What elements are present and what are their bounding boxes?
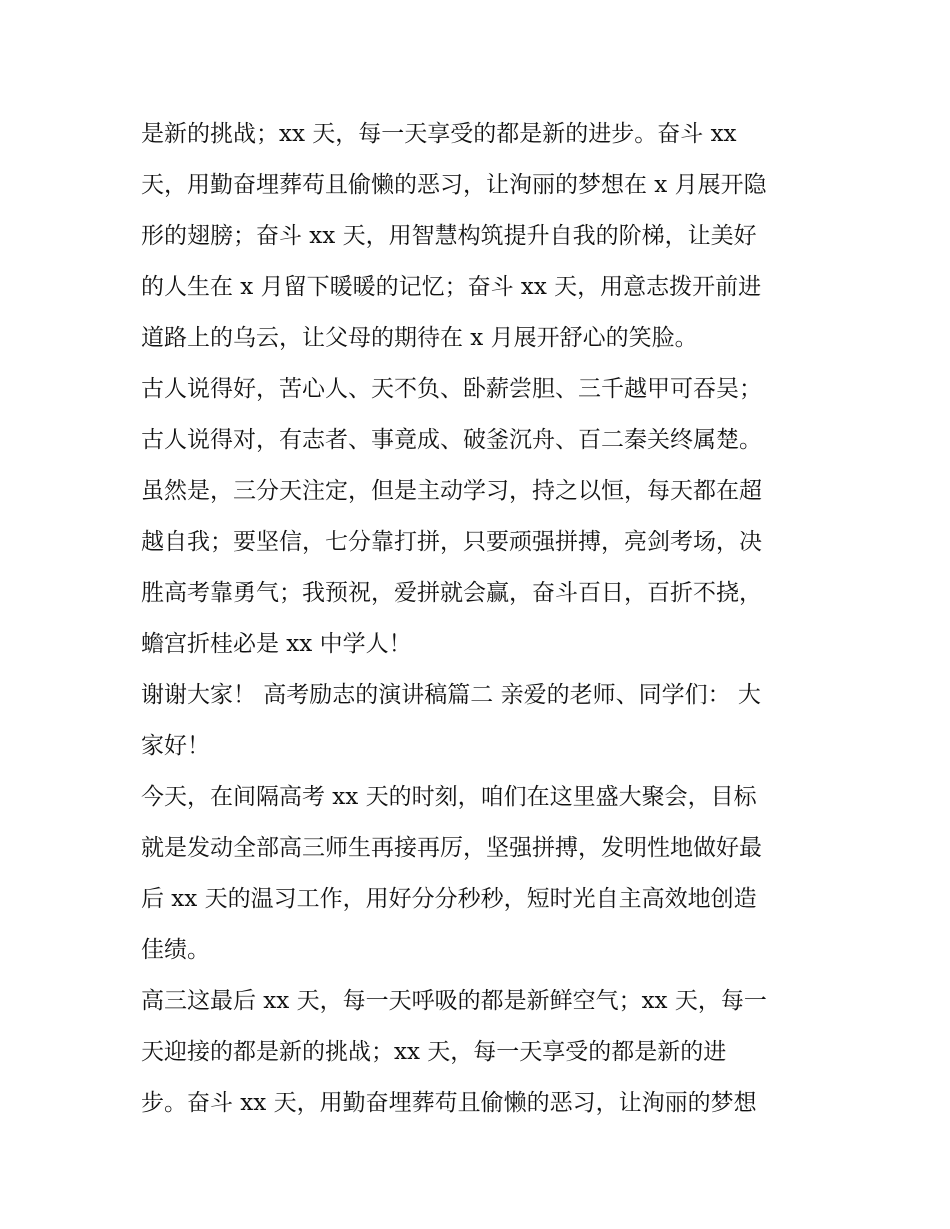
text-line: 步。奋斗 xx 天，用勤奋埋葬苟且偷懒的恶习，让洵丽的梦想	[141, 1090, 757, 1116]
text-line: 佳绩。	[141, 937, 210, 963]
text-line: 道路上的乌云，让父母的期待在 x 月展开舒心的笑脸。	[141, 325, 698, 351]
text-line: 的人生在 x 月留下暖暖的记忆；奋斗 xx 天，用意志拨开前进	[141, 274, 762, 300]
paragraph-ancients-say	[141, 364, 821, 670]
text-line: 是新的挑战；xx 天，每一天享受的都是新的进步。奋斗 xx	[141, 121, 737, 147]
text-line: 高三这最后 xx 天，每一天呼吸的都是新鲜空气；xx 天，每一	[141, 988, 767, 1014]
text-line: 天，用勤奋埋葬苟且偷懒的恶习，让洵丽的梦想在 x 月展开隐	[141, 172, 767, 198]
text-line: 就是发动全部高三师生再接再厉，坚强拼搏，发明性地做好最	[141, 835, 762, 861]
text-line: 今天，在间隔高考 xx 天的时刻，咱们在这里盛大聚会，目标	[141, 784, 757, 810]
paragraph-thanks-and-second-speech	[141, 670, 821, 772]
text-line: 胜高考靠勇气；我预祝，爱拼就会赢，奋斗百日，百折不挠，	[141, 580, 762, 606]
text-line: 古人说得对，有志者、事竟成、破釜沉舟、百二秦关终属楚。	[141, 427, 762, 453]
text-line: 越自我；要坚信，七分靠打拼，只要顽强拼搏，亮剑考场，决	[141, 529, 762, 555]
document-body	[141, 109, 821, 1129]
text-line: 天迎接的都是新的挑战；xx 天，每一天享受的都是新的进	[141, 1039, 727, 1065]
text-line: 形的翅膀；奋斗 xx 天，用智慧构筑提升自我的阶梯，让美好	[141, 223, 757, 249]
paragraph-today-gathering	[141, 772, 821, 976]
text-line: 后 xx 天的温习工作，用好分分秒秒，短时光自主高效地创造	[141, 886, 757, 912]
text-line: 家好！	[141, 733, 210, 759]
text-line: 虽然是，三分天注定，但是主动学习，持之以恒，每天都在超	[141, 478, 762, 504]
paragraph-continued-struggle	[141, 109, 821, 364]
text-line: 谢谢大家！ 高考励志的演讲稿篇二 亲爱的老师、同学们： 大	[141, 682, 761, 708]
paragraph-final-days	[141, 976, 821, 1129]
text-line: 蟾宫折桂必是 xx 中学人！	[141, 631, 412, 657]
text-line: 古人说得好，苦心人、天不负、卧薪尝胆、三千越甲可吞吴；	[141, 376, 762, 402]
